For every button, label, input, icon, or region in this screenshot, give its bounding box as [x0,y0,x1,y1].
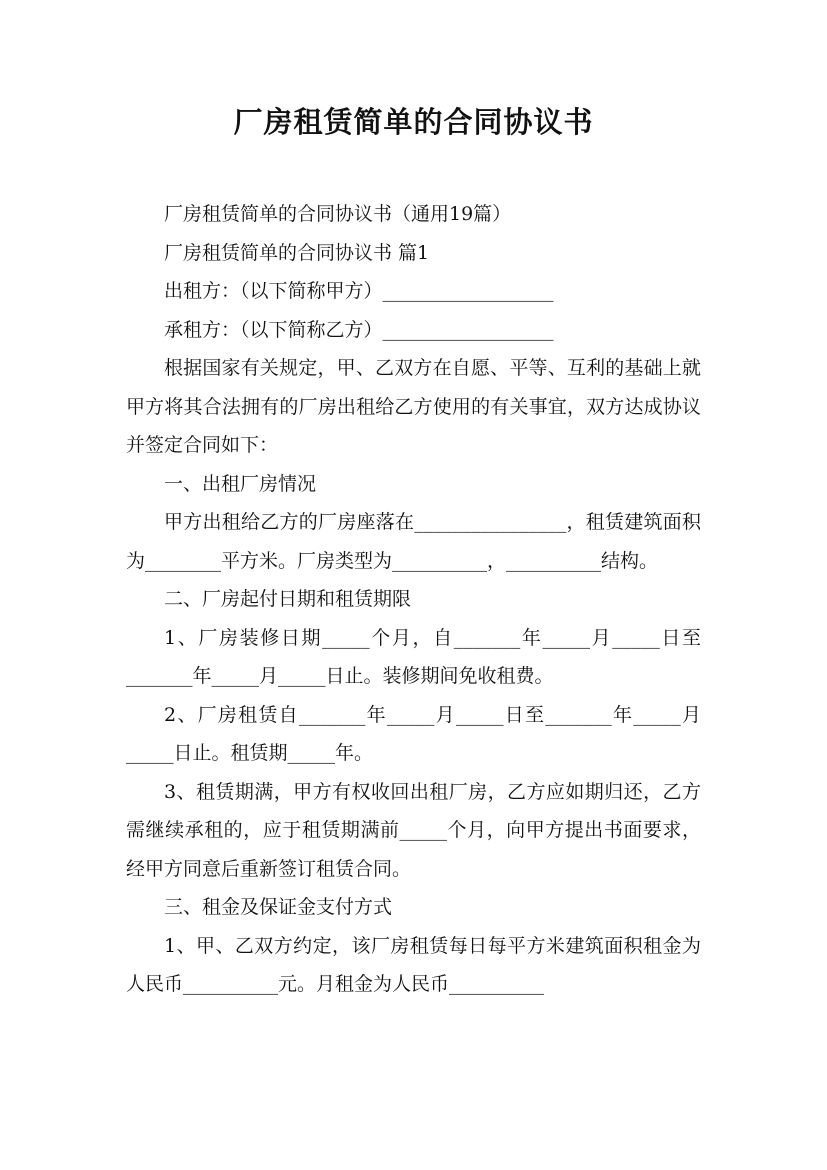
document-body [126,195,701,1004]
clause-3-item-1: 1、甲、乙双方约定，该厂房租赁每日每平方米建筑面积租金为人民币__________元。月租金为人民币__________ [126,934,701,995]
lessor-line: 出租方：（以下简称甲方）__________________ [164,280,554,302]
preamble-paragraph: 根据国家有关规定，甲、乙双方在自愿、平等、互利的基础上就甲方将其合法拥有的厂房出租给乙方使用的有关事宜，双方达成协议并签定合同如下： [126,357,701,456]
section-heading-part1: 厂房租赁简单的合同协议书 篇1 [164,241,430,264]
clause-heading-1: 一、出租厂房情况 [164,472,317,495]
clause-1-body: 甲方出租给乙方的厂房座落在________________，租赁建筑面积为________平方米。厂房类型为__________，__________结构。 [126,511,701,572]
doc-subtitle: 厂房租赁简单的合同协议书（通用19篇） [164,203,512,225]
lessee-line: 承租方：（以下简称乙方）__________________ [164,318,554,341]
clause-heading-2: 二、厂房起付日期和租赁期限 [164,588,412,610]
clause-2-item-1: 1、厂房装修日期_____个月，自_______年_____月_____日至_______年_____月_____日止。装修期间免收租费。 [126,626,701,687]
clause-heading-3: 三、租金及保证金支付方式 [164,896,393,918]
clause-2-item-2: 2、厂房租赁自_______年_____月_____日至_______年_____月_____日止。租赁期_____年。 [126,703,701,764]
document-title: 厂房租赁简单的合同协议书 [233,105,594,139]
clause-2-item-3: 3、租赁期满，甲方有权收回出租厂房，乙方应如期归还，乙方需继续承租的，应于租赁期满前_____个月，向甲方提出书面要求，经甲方同意后重新签订租赁合同。 [126,780,701,880]
